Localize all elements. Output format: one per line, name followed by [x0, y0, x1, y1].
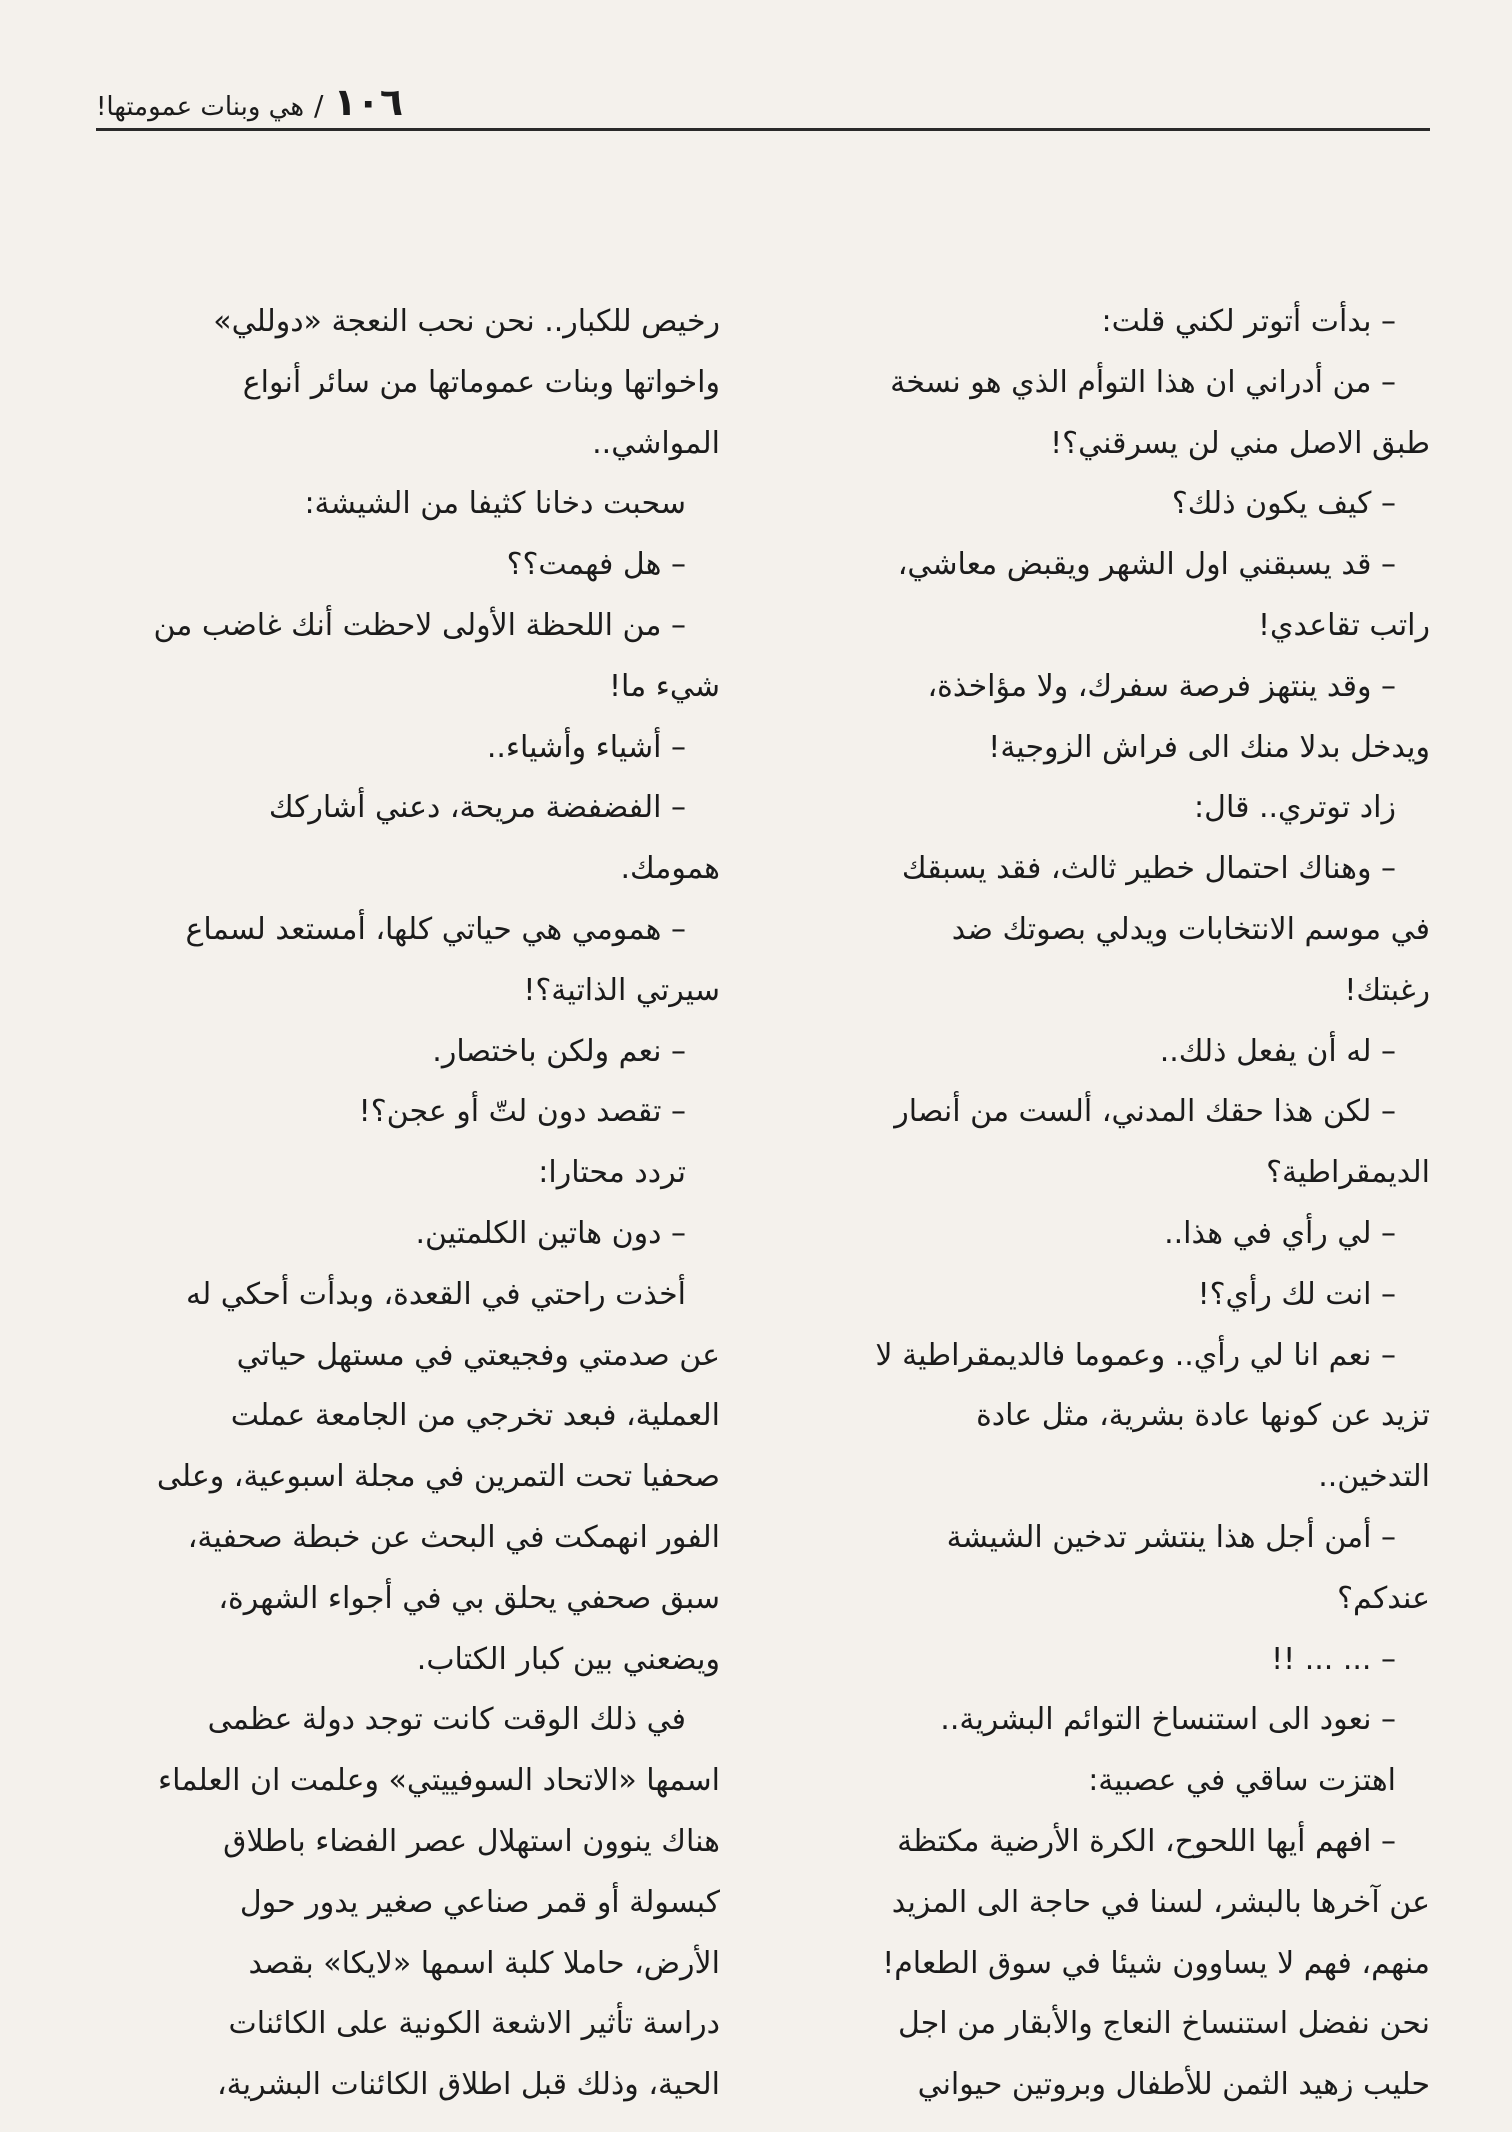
- text-line: المواشي..: [592, 425, 720, 461]
- header-line: [96, 80, 403, 124]
- text-line: هناك ينوون استهلال عصر الفضاء باطلاق: [223, 1823, 720, 1859]
- text-line: همومك.: [620, 851, 720, 887]
- text-line: اسمها «الاتحاد السوفييتي» وعلمت ان العلماء: [157, 1763, 720, 1799]
- text-line: الأرض، حاملا كلبة اسمها «لايكا» بقصد: [248, 1945, 720, 1981]
- text-line: ويدخل بدلا منك الى فراش الزوجية!: [988, 729, 1430, 765]
- text-line: – هل فهمت؟؟: [506, 547, 686, 583]
- text-line: – وقد ينتهز فرصة سفرك، ولا مؤاخذة،: [927, 668, 1396, 704]
- text-line: – له أن يفعل ذلك..: [1159, 1033, 1396, 1069]
- text-line: – ... ... !!: [1271, 1641, 1396, 1677]
- text-line: تردد محتارا:: [538, 1155, 686, 1191]
- text-line: – بدأت أتوتر لكني قلت:: [1101, 304, 1396, 339]
- text-line: – أشياء وأشياء..: [486, 729, 686, 765]
- text-line: – لي رأي في هذا..: [1164, 1215, 1396, 1251]
- text-line: منهم، فهم لا يساوون شيئا في سوق الطعام!: [882, 1945, 1430, 1981]
- header-separator: /: [314, 89, 324, 122]
- text-line: حليب زهيد الثمن للأطفال وبروتين حيواني: [917, 2067, 1430, 2103]
- text-line: زاد توتري.. قال:: [1194, 790, 1396, 826]
- text-line: طبق الاصل مني لن يسرقني؟!: [1050, 425, 1430, 461]
- text-line: الديمقراطية؟: [1266, 1155, 1430, 1191]
- text-line: أخذت راحتي في القعدة، وبدأت أحكي له: [186, 1276, 686, 1312]
- header-rule: [96, 128, 1430, 131]
- text-line: واخواتها وبنات عموماتها من سائر أنواع: [242, 364, 720, 400]
- text-line: سيرتي الذاتية؟!: [523, 972, 720, 1008]
- text-line: سبق صحفي يحلق بي في أجواء الشهرة،: [218, 1580, 720, 1616]
- text-line: ويضعني بين كبار الكتاب.: [416, 1641, 720, 1677]
- text-line: في موسم الانتخابات ويدلي بصوتك ضد: [951, 911, 1430, 947]
- text-line: التدخين..: [1318, 1459, 1430, 1495]
- text-line: – الفضفضة مريحة، دعني أشاركك: [268, 790, 686, 826]
- text-line: – كيف يكون ذلك؟: [1171, 486, 1396, 522]
- text-line: صحفيا تحت التمرين في مجلة اسبوعية، وعلى: [156, 1459, 720, 1495]
- text-line: اهتزت ساقي في عصبية:: [1088, 1763, 1396, 1799]
- text-line: في ذلك الوقت كانت توجد دولة عظمى: [207, 1702, 686, 1738]
- text-line: – نعم انا لي رأي.. وعموما فالديمقراطية لا: [875, 1337, 1396, 1373]
- text-line: تزيد عن كونها عادة بشرية، مثل عادة: [976, 1398, 1430, 1434]
- text-line: – نعود الى استنساخ التوائم البشرية..: [940, 1702, 1396, 1738]
- text-line: – من اللحظة الأولى لاحظت أنك غاضب من: [153, 607, 686, 643]
- text-line: – قد يسبقني اول الشهر ويقبض معاشي،: [897, 547, 1396, 583]
- text-line: نحن نفضل استنساخ النعاج والأبقار من اجل: [898, 2006, 1430, 2042]
- text-line: عن صدمتي وفجيعتي في مستهل حياتي: [236, 1337, 720, 1373]
- text-line: – تقصد دون لتّ أو عجن؟!: [358, 1094, 686, 1130]
- text-line: – أمن أجل هذا ينتشر تدخين الشيشة: [946, 1519, 1396, 1555]
- text-line: شيء ما!: [608, 668, 720, 704]
- text-line: – انت لك رأي؟!: [1197, 1276, 1396, 1312]
- text-line: – لكن هذا حقك المدني، ألست من أنصار: [894, 1094, 1396, 1130]
- book-title: هي وبنات عمومتها!: [96, 92, 305, 122]
- running-header: [96, 72, 1426, 132]
- text-line: راتب تقاعدي!: [1258, 607, 1430, 643]
- text-line: عندكم؟: [1337, 1580, 1430, 1616]
- text-line: – همومي هي حياتي كلها، أمستعد لسماع: [185, 911, 686, 947]
- text-line: الحية، وذلك قبل اطلاق الكائنات البشرية،: [216, 2067, 720, 2103]
- page-number: ١٠٦: [333, 80, 404, 124]
- text-line: – نعم ولكن باختصار.: [432, 1033, 686, 1069]
- text-line: العملية، فبعد تخرجي من الجامعة عملت: [230, 1398, 720, 1434]
- text-line: سحبت دخانا كثيفا من الشيشة:: [304, 486, 686, 522]
- text-line: رخيص للكبار.. نحن نحب النعجة «دوللي»: [213, 304, 720, 339]
- text-line: عن آخرها بالبشر، لسنا في حاجة الى المزيد: [891, 1884, 1430, 1920]
- text-line: دراسة تأثير الاشعة الكونية على الكائنات: [228, 2006, 720, 2042]
- text-line: – دون هاتين الكلمتين.: [415, 1215, 686, 1251]
- text-line: – من أدراني ان هذا التوأم الذي هو نسخة: [890, 364, 1396, 400]
- text-line: الفور انهمكت في البحث عن خبطة صحفية،: [187, 1519, 720, 1555]
- text-line: – افهم أيها اللحوح، الكرة الأرضية مكتظة: [897, 1823, 1396, 1859]
- left-text-column: [96, 292, 720, 2116]
- text-line: كبسولة أو قمر صناعي صغير يدور حول: [239, 1884, 720, 1920]
- right-text-column: [822, 292, 1430, 2116]
- text-line: – وهناك احتمال خطير ثالث، فقد يسبقك: [901, 851, 1396, 887]
- text-line: رغبتك!: [1344, 972, 1430, 1008]
